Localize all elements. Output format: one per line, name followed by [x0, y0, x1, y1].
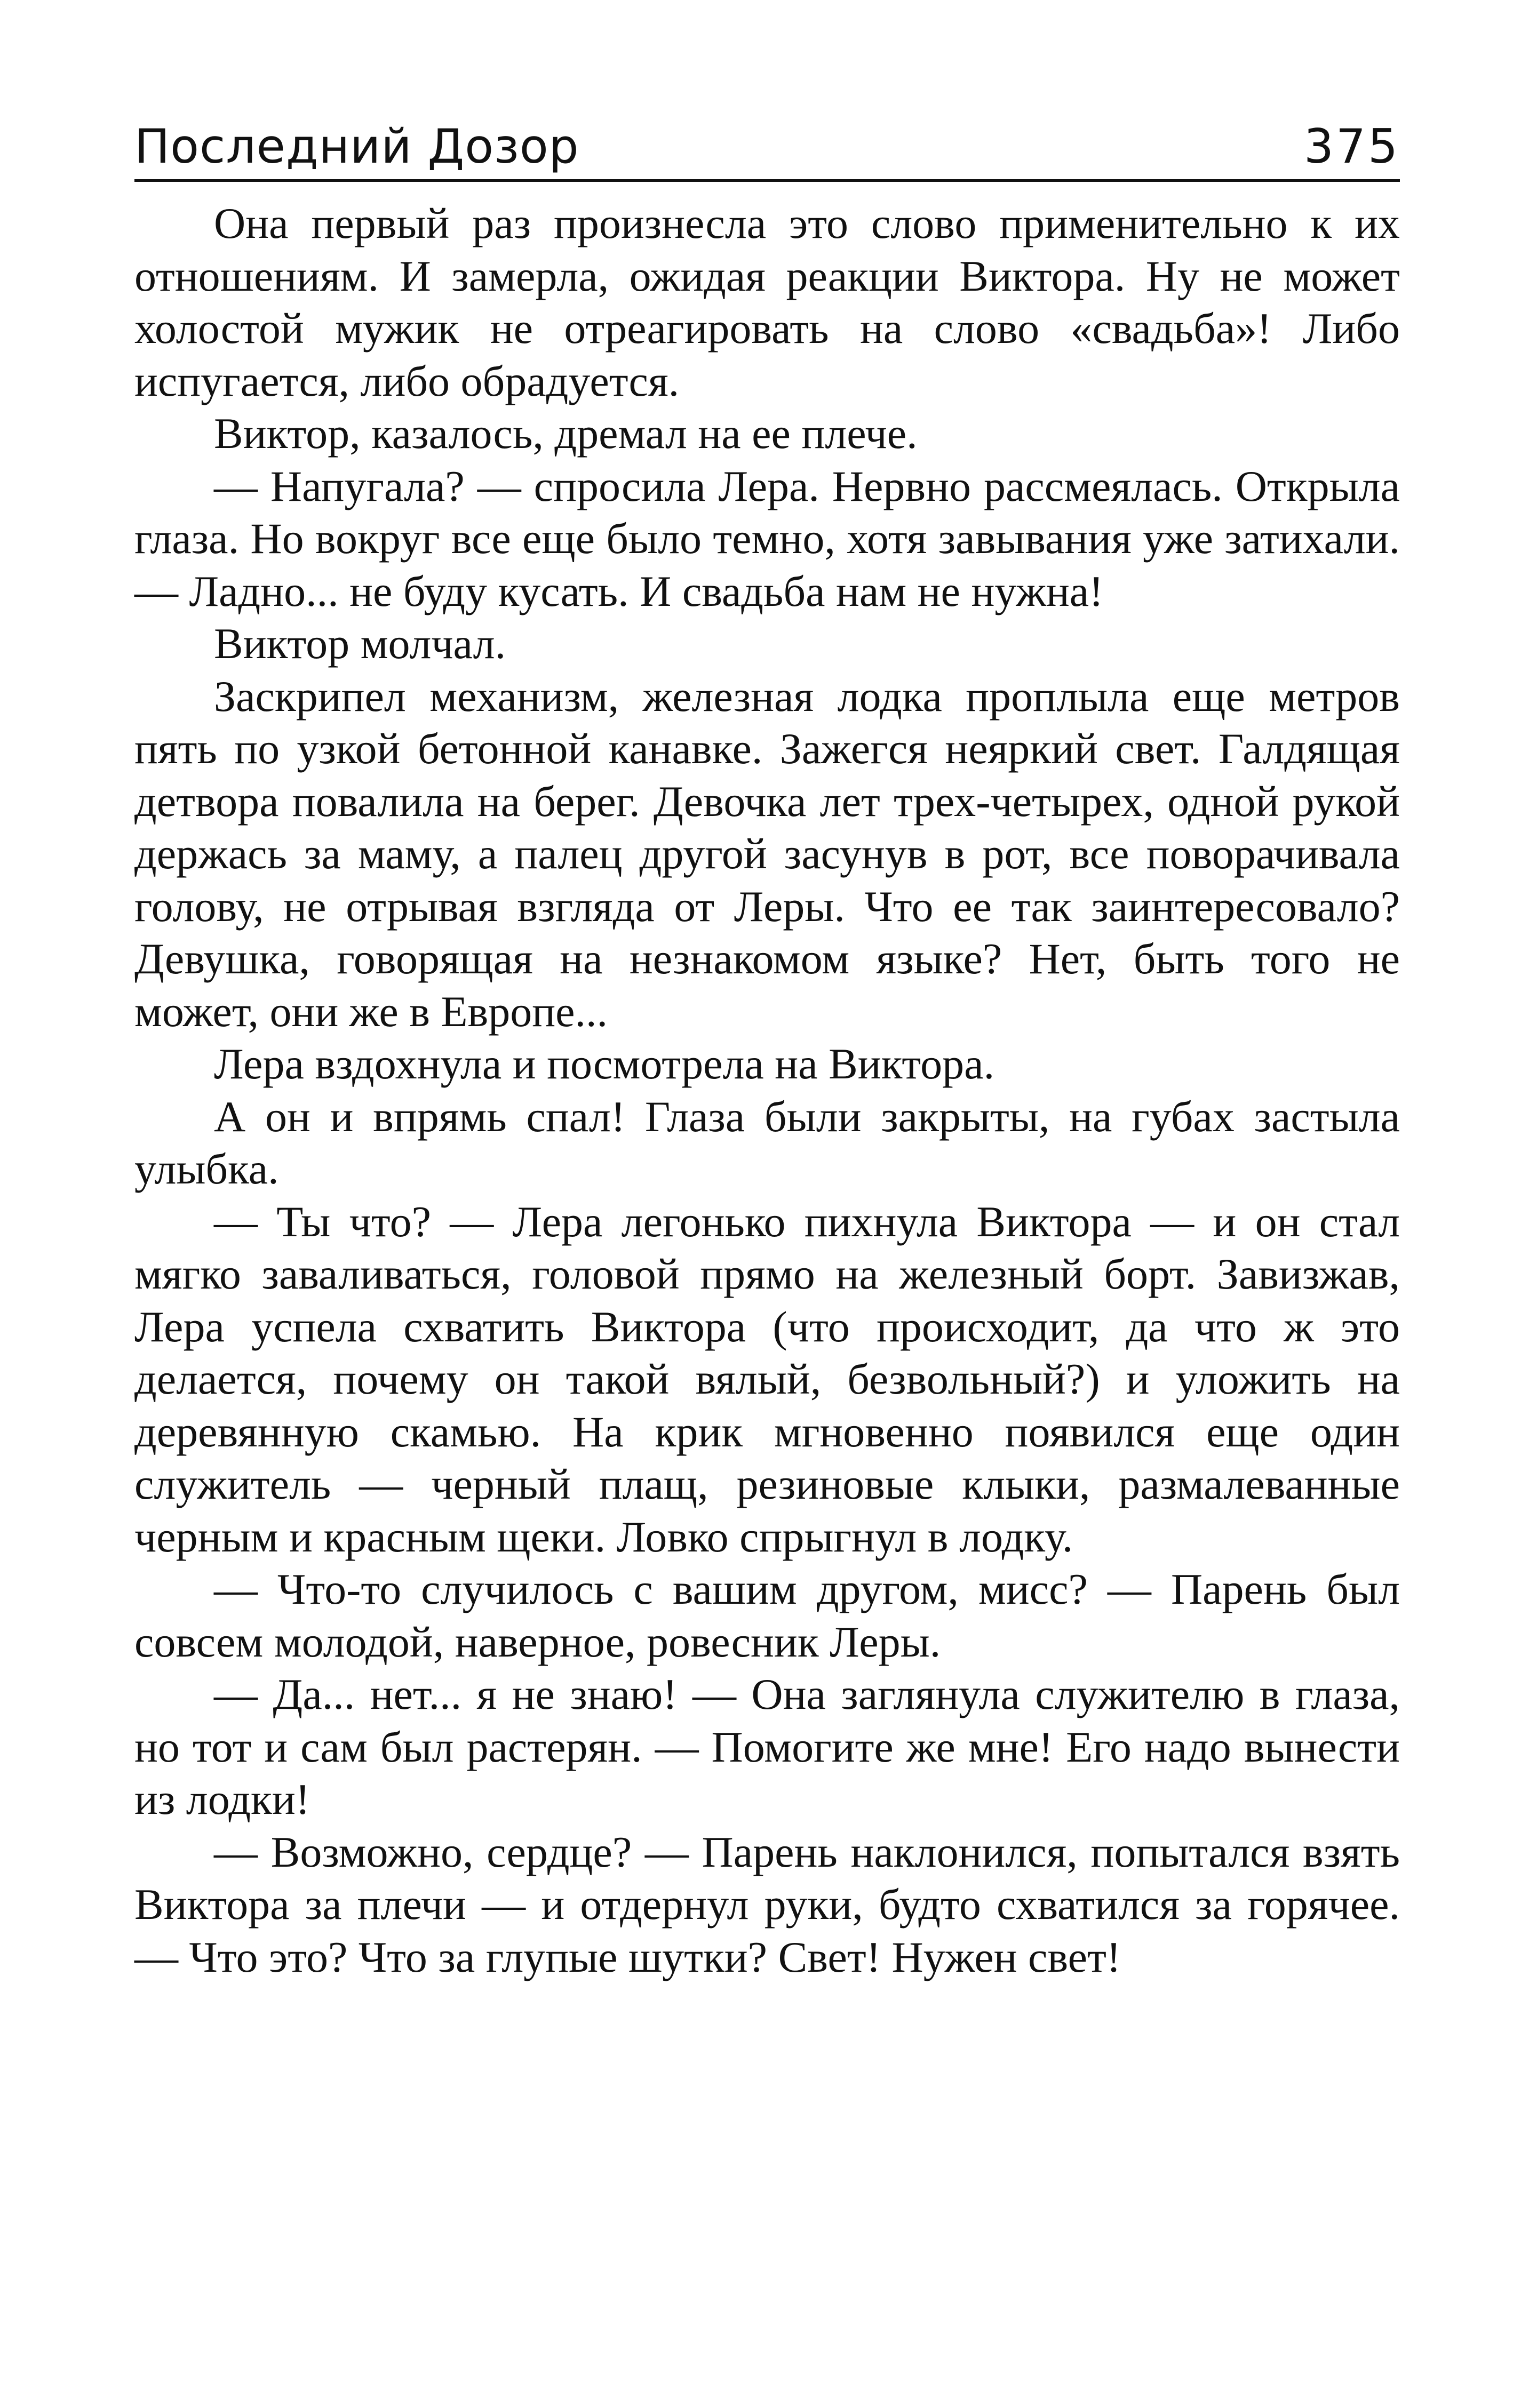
body-text — [134, 197, 1400, 1983]
paragraph: — Напугала? — спросила Лера. Нервно рассмеялась. Открыла глаза. Но вокруг все еще было темно, хотя завывания уже затихали. — Ладно... не буду кусать. И свадьба нам не нужна! — [134, 461, 1400, 615]
page-number: 375 — [1304, 119, 1400, 174]
running-header — [134, 107, 1400, 181]
header-divider — [134, 179, 1400, 182]
paragraph: Она первый раз произнесла это слово применительно к их отношениям. И замерла, ожидая реакции Виктора. Ну не может холостой мужик не отреагировать на слово «свадьба»! Либо испугается, либо обрадуется. — [134, 199, 1400, 405]
paragraph: — Ты что? — Лера легонько пихнула Виктора — и он стал мягко заваливаться, головой прямо на железный борт. Завизжав, Лера успела схватить Виктора (что происходит, да что ж это делается, почему он такой вялый, безвольный?) и уложить на деревянную скамью. На крик мгновенно появился еще один служитель — черный плащ, резиновые клыки, размалеванные черным и красным щеки. Ловко спрыгнул в лодку. — [134, 1197, 1400, 1561]
paragraph: — Да... нет... я не знаю! — Она заглянула служителю в глаза, но тот и сам был растерян. — Помогите же мне! Его надо вынести из лодки! — [134, 1670, 1400, 1823]
book-title: Последний Дозор — [134, 119, 579, 174]
paragraph: — Что-то случилось с вашим другом, мисс? — Парень был совсем молодой, наверное, ровесник Леры. — [134, 1565, 1400, 1666]
paragraph: Лера вздохнула и посмотрела на Виктора. — [214, 1039, 995, 1088]
paragraph: А он и впрямь спал! Глаза были закрыты, на губах застыла улыбка. — [134, 1092, 1400, 1193]
paragraph: Заскрипел механизм, железная лодка проплыла еще метров пять по узкой бетонной канавке. Зажегся неяркий свет. Галдящая детвора повалила на берег. Девочка лет трех-четырех, одной рукой держась за маму, а палец другой засунув в рот, все поворачивала голову, не отрывая взгляда от Леры. Что ее так заинтересовало? Девушка, говорящая на незнакомом языке? Нет, быть того не может, они же в Европе... — [134, 671, 1400, 1036]
paragraph: Виктор молчал. — [214, 619, 506, 668]
paragraph: Виктор, казалось, дремал на ее плече. — [214, 409, 918, 458]
paragraph: — Возможно, сердце? — Парень наклонился, попытался взять Виктора за плечи — и отдернул руки, будто схватился за горячее. — Что это? Что за глупые шутки? Свет! Нужен свет! — [134, 1827, 1400, 1981]
